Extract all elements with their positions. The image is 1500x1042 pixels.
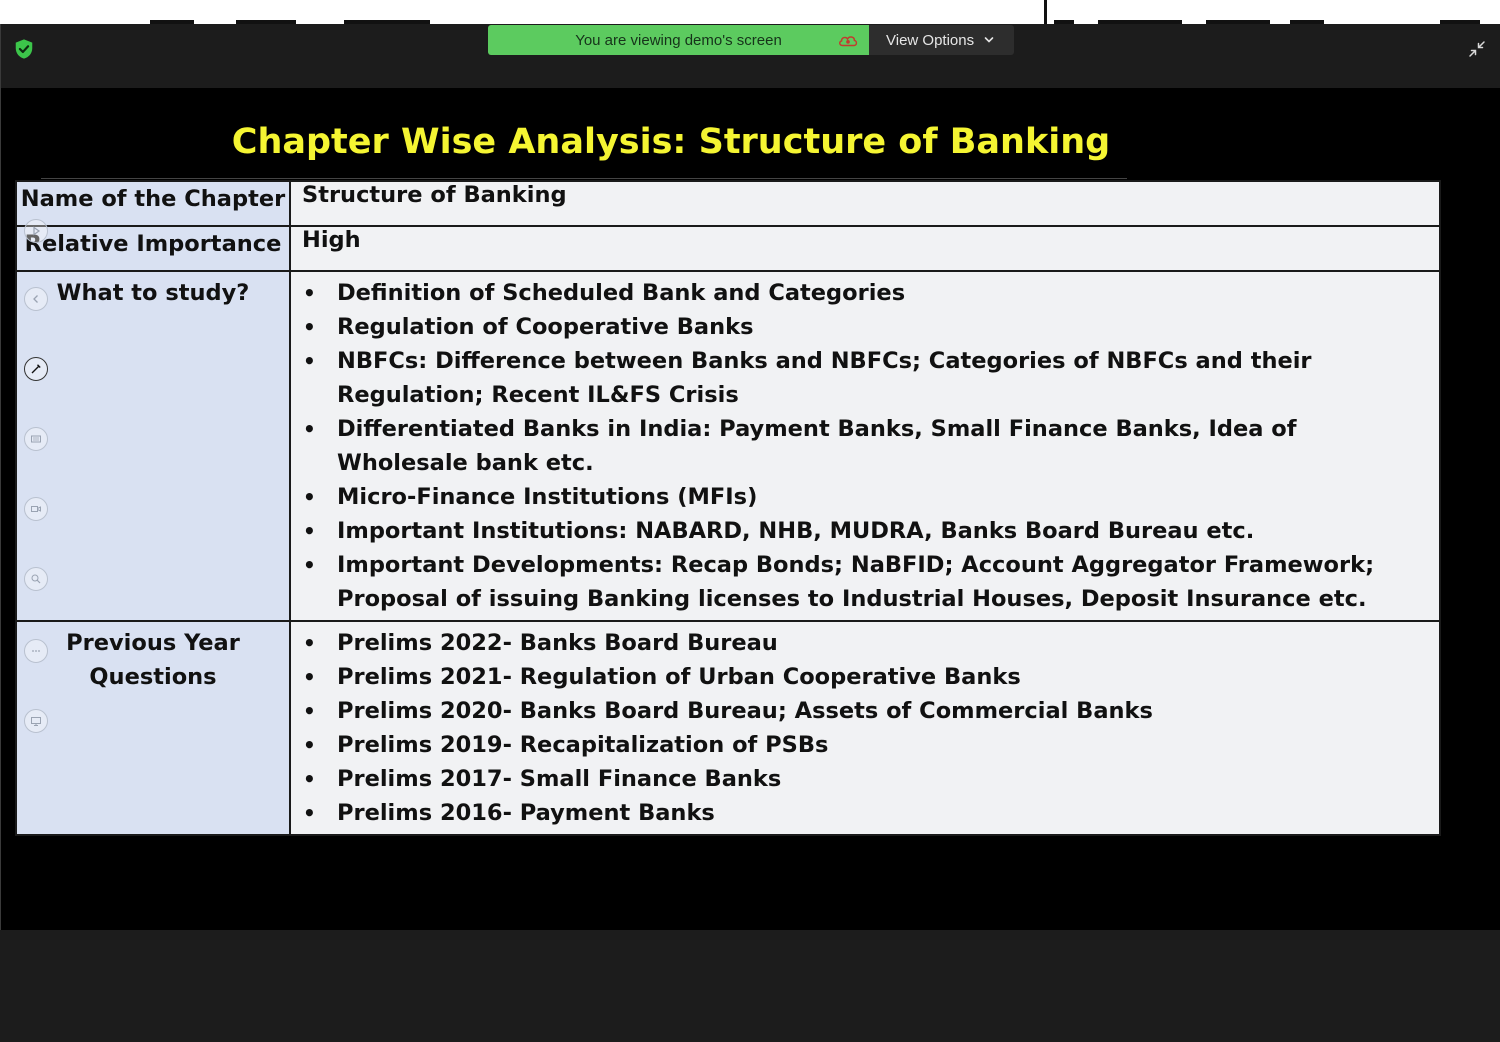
importance-value: High [302, 227, 361, 253]
collapse-icon[interactable] [1468, 40, 1486, 58]
list-item: • Important Developments: Recap Bonds; NaBFID; Account Aggregator Framework; Proposal of issuing Banking licenses to Industrial Houses, Deposit Insurance etc. [302, 548, 1429, 616]
pyq-value-cell [290, 621, 1440, 835]
table-row [16, 181, 1440, 226]
importance-label-cell [16, 226, 290, 271]
chapter-value: Structure of Banking [302, 182, 567, 208]
list-item: • Prelims 2016- Payment Banks [302, 796, 1429, 830]
subtitles-icon[interactable] [24, 427, 48, 451]
list-item: • Prelims 2017- Small Finance Banks [302, 762, 1429, 796]
study-label-cell [16, 271, 290, 621]
list-item: • NBFCs: Difference between Banks and NBFCs; Categories of NBFCs and their Regulation; Recent IL&FS Crisis [302, 344, 1429, 412]
monitor-icon[interactable] [24, 709, 48, 733]
chevron-down-icon [984, 35, 994, 45]
table-row [16, 621, 1440, 835]
chapter-label: Name of the Chapter [20, 186, 286, 212]
shared-slide [1, 88, 1500, 930]
chapter-label-cell [16, 181, 290, 226]
cloud-icon[interactable] [837, 31, 859, 49]
list-item: • Prelims 2020- Banks Board Bureau; Assets of Commercial Banks [302, 694, 1429, 728]
chapter-value-cell [290, 181, 1440, 226]
list-item: • Prelims 2019- Recapitalization of PSBs [302, 728, 1429, 762]
video-icon[interactable] [24, 497, 48, 521]
host-top-strip [0, 0, 1500, 24]
title-divider [41, 178, 1127, 179]
table-row [16, 226, 1440, 271]
pen-icon[interactable] [24, 357, 48, 381]
viewing-status [488, 25, 869, 55]
study-value-cell [290, 271, 1440, 621]
zoom-icon[interactable] [24, 567, 48, 591]
importance-label: Relative Importance [24, 231, 282, 257]
pyq-label-line1: Previous Year [66, 630, 240, 656]
list-item: • Micro-Finance Institutions (MFIs) [302, 480, 1429, 514]
shield-check-icon[interactable] [13, 38, 35, 60]
more-icon[interactable] [24, 639, 48, 663]
play-icon[interactable] [24, 219, 48, 243]
chapter-analysis-table [15, 180, 1441, 836]
view-options-label: View Options [886, 31, 975, 49]
screen-share-banner [488, 25, 1014, 55]
importance-value-cell [290, 226, 1440, 271]
list-item: • Regulation of Cooperative Banks [302, 310, 1429, 344]
back-icon[interactable] [24, 287, 48, 311]
top-strip-separator [1044, 0, 1047, 24]
list-item: • Differentiated Banks in India: Payment Banks, Small Finance Banks, Idea of Wholesale bank etc. [302, 412, 1429, 480]
list-item: • Prelims 2021- Regulation of Urban Cooperative Banks [302, 660, 1429, 694]
pyq-list [302, 622, 1439, 834]
pyq-label-line2: Questions [89, 664, 217, 690]
study-topics-list [302, 272, 1439, 620]
view-options-button[interactable] [869, 25, 1014, 55]
slide-title: Chapter Wise Analysis: Structure of Banking [231, 122, 1111, 162]
pyq-label-cell [16, 621, 290, 835]
table-row [16, 271, 1440, 621]
list-item: • Definition of Scheduled Bank and Categories [302, 276, 1429, 310]
list-item: • Important Institutions: NABARD, NHB, MUDRA, Banks Board Bureau etc. [302, 514, 1429, 548]
list-item: • Prelims 2022- Banks Board Bureau [302, 626, 1429, 660]
study-label: What to study? [56, 280, 250, 306]
bottom-bar [0, 930, 1500, 1042]
viewing-text: You are viewing demo's screen [575, 31, 782, 49]
